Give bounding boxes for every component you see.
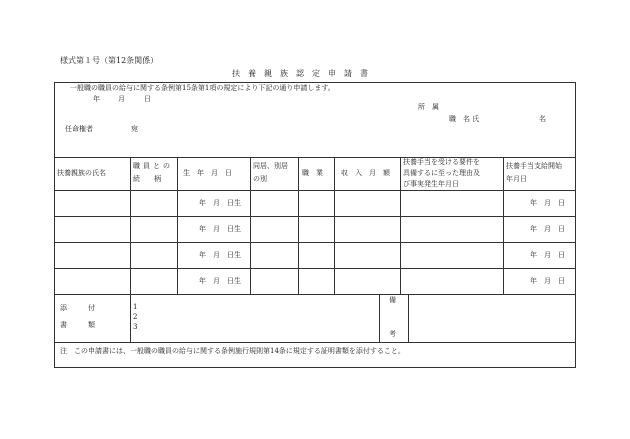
row2-birthdate: 年 月 日生 — [199, 225, 241, 233]
form-title: 扶 養 親 族 認 定 申 請 書 — [232, 69, 368, 78]
row-line-2 — [54, 242, 576, 243]
row1-start-date: 年 月 日 — [530, 199, 565, 207]
col-line-2 — [177, 157, 178, 294]
header-reason-line1: 扶養手当を受ける要件を — [403, 158, 480, 166]
header-reason-line2: 具備するに至った理由及 — [403, 169, 480, 177]
col-line-4 — [298, 157, 299, 294]
col-line-7 — [503, 157, 504, 294]
header-start-line2: 年月日 — [506, 175, 527, 183]
attachment-item-1: 1 — [133, 303, 138, 311]
header-birthdate: 生 年 月 日 — [183, 169, 232, 177]
header-occupation: 職 業 — [302, 169, 323, 177]
remarks-label-line1: 備 — [389, 296, 396, 304]
header-start-line1: 扶養手当支給開始 — [506, 162, 562, 170]
appointer-label: 任命権者 — [65, 125, 93, 133]
attachment-item-2: 2 — [133, 313, 138, 321]
attachment-divider — [130, 294, 131, 342]
table-header-top-line — [54, 157, 576, 158]
header-cohabitation-line1: 同居、別居 — [253, 162, 288, 170]
attachments-label-line1: 添 付 — [60, 304, 95, 312]
table-header-bottom-line — [54, 190, 576, 191]
remarks-divider-left — [379, 294, 380, 342]
row3-birthdate: 年 月 日生 — [199, 251, 241, 259]
attachments-label-line2: 書 類 — [60, 321, 95, 329]
row3-start-date: 年 月 日 — [530, 251, 565, 259]
note-top-line — [54, 342, 576, 343]
header-name: 扶養親族の氏名 — [57, 169, 106, 177]
date-day: 日 — [144, 95, 151, 103]
attachment-item-3: 3 — [133, 323, 138, 331]
col-line-6 — [400, 157, 401, 294]
remarks-divider-right — [408, 294, 409, 342]
remarks-label-line2: 考 — [389, 330, 396, 338]
row-line-1 — [54, 216, 576, 217]
header-reason-line3: び事実発生年月日 — [403, 180, 459, 188]
row4-start-date: 年 月 日 — [530, 277, 565, 285]
col-line-3 — [250, 157, 251, 294]
seal-mark: 名 — [539, 115, 546, 123]
row4-birthdate: 年 月 日生 — [199, 277, 241, 285]
date-month: 月 — [118, 95, 125, 103]
addressee-suffix: 宛 — [131, 125, 138, 133]
header-cohabitation-line2: の別 — [253, 175, 267, 183]
date-year: 年 — [93, 95, 100, 103]
header-income: 収 入 月 額 — [341, 169, 390, 177]
table-bottom-line — [54, 294, 576, 295]
header-relation-line1: 職員との — [133, 162, 173, 170]
application-statement: 一般職の職員の給与に関する条例第15条第1項の規定により下記の通り申請します。 — [70, 84, 335, 92]
position-name-label: 職 名 氏 — [449, 115, 480, 123]
row1-birthdate: 年 月 日生 — [199, 199, 241, 207]
row2-start-date: 年 月 日 — [530, 225, 565, 233]
col-line-5 — [334, 157, 335, 294]
row-line-3 — [54, 268, 576, 269]
department-label: 所 属 — [418, 103, 439, 111]
form-number: 様式第１号（第12条関係） — [60, 56, 159, 65]
footer-note: 注 この申請書には、一般職の職員の給与に関する条例施行規則第14条に規定する証明書類を添付すること。 — [60, 347, 405, 355]
header-relation-line2: 続 柄 — [133, 175, 161, 183]
col-line-1 — [130, 157, 131, 294]
